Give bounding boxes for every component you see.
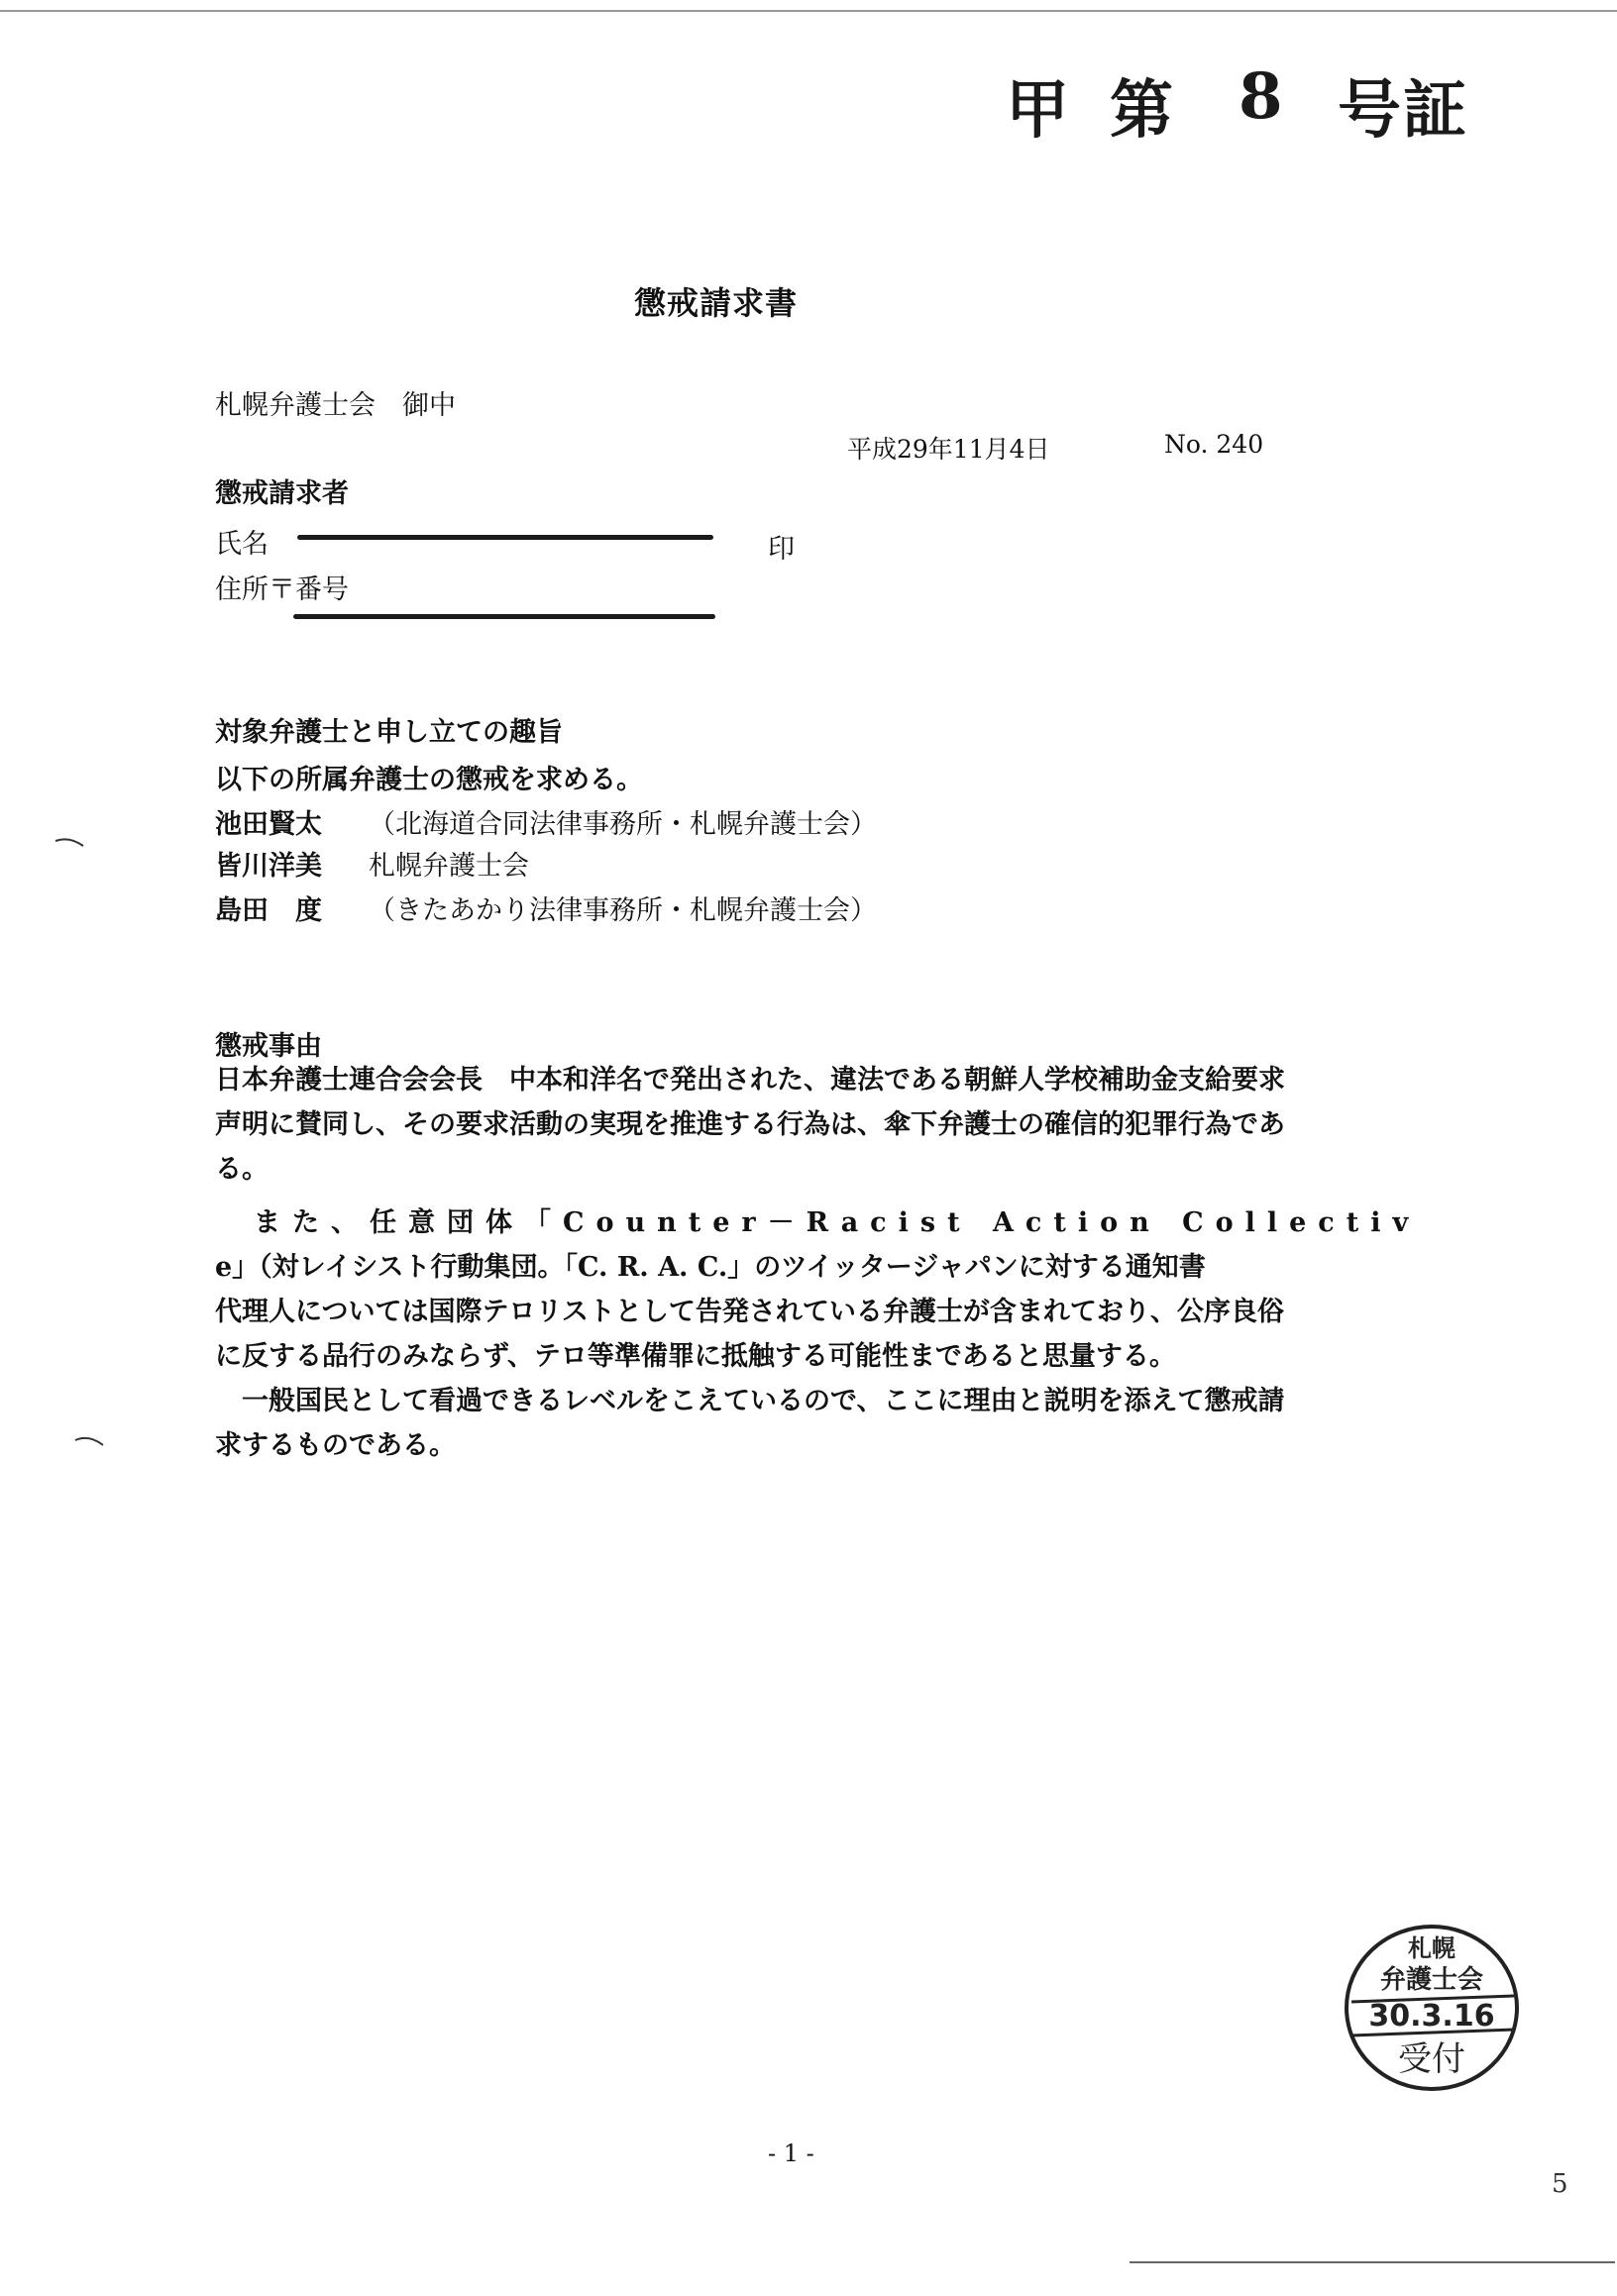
scan-edge-bottom <box>1130 2261 1615 2263</box>
lawyer-name: 皆川洋美 <box>215 851 322 882</box>
exhibit-gou-sho: 号証 <box>1338 73 1468 148</box>
document-number: No. 240 <box>1164 430 1264 459</box>
reasons-paragraph-2 <box>215 1200 1421 1379</box>
stamp-label: 受付 <box>1398 2039 1465 2079</box>
paragraph-line: 日本弁護士連合会会長 中本和洋名で発出された、違法である朝鮮人学校補助金支給要求 <box>215 1065 1285 1096</box>
document-date: 平成29年11月4日 <box>847 435 1050 464</box>
lawyer-affiliation: 札幌弁護士会 <box>369 851 529 882</box>
paragraph-line: また、任意団体「Counter－Racist Action Collectiv <box>215 1207 1421 1238</box>
exhibit-number-header <box>996 59 1511 158</box>
receipt-stamp <box>1338 1917 1526 2095</box>
paragraph-line: 代理人については国際テロリストとして告発されている弁護士が含まれており、公序良俗 <box>215 1297 1284 1327</box>
scan-mark <box>54 838 84 848</box>
paragraph-line: 求するものである。 <box>215 1430 456 1461</box>
stamp-line-2: 弁護士会 <box>1379 1965 1484 1995</box>
addressee: 札幌弁護士会 御中 <box>215 390 456 421</box>
redaction-bar-name <box>297 535 713 540</box>
corner-mark: 5 <box>1552 2169 1568 2199</box>
paragraph-line: 声明に賛同し、その要求活動の実現を推進する行為は、傘下弁護士の確信的犯罪行為であ <box>215 1109 1285 1140</box>
lawyer-affiliation: （きたあかり法律事務所・札幌弁護士会） <box>369 895 877 926</box>
reasons-heading: 懲戒事由 <box>215 1031 322 1062</box>
reasons-paragraph-3 <box>215 1379 1376 1468</box>
lawyer-affiliation: （北海道合同法律事務所・札幌弁護士会） <box>369 809 877 840</box>
exhibit-number: 8 <box>1239 59 1285 134</box>
exhibit-dai: 第 <box>1110 73 1175 148</box>
lawyer-name: 島田 度 <box>215 895 322 926</box>
paragraph-line: e」（対レイシスト行動集団。「C. R. A. C.」のツイッタージャパンに対する通知書 <box>215 1252 1206 1283</box>
requester-heading: 懲戒請求者 <box>215 478 349 509</box>
seal-mark-label: 印 <box>768 534 795 565</box>
stamp-line-1: 札幌 <box>1408 1934 1455 1962</box>
targets-heading: 対象弁護士と申し立ての趣旨 <box>215 717 563 748</box>
scan-edge-top <box>0 10 1617 12</box>
reasons-paragraph-1 <box>215 1058 1376 1192</box>
name-label: 氏名 <box>215 529 269 560</box>
paragraph-line: る。 <box>215 1154 269 1185</box>
stamp-date: 30.3.16 <box>1368 1999 1495 2034</box>
document-title: 懲戒請求書 <box>634 284 799 322</box>
scan-mark <box>74 1436 104 1446</box>
address-label: 住所〒番号 <box>215 574 349 605</box>
lawyer-name: 池田賢太 <box>215 809 322 840</box>
redaction-bar-address <box>293 614 715 619</box>
page-number: - 1 - <box>768 2139 814 2167</box>
targets-intro: 以下の所属弁護士の懲戒を求める。 <box>215 765 643 795</box>
exhibit-kou: 甲 <box>1006 73 1071 148</box>
paragraph-line: 一般国民として看過できるレベルをこえているので、ここに理由と説明を添えて懲戒請 <box>215 1386 1285 1416</box>
paragraph-line: に反する品行のみならず、テロ等準備罪に抵触する可能性まであると思量する。 <box>215 1341 1176 1372</box>
